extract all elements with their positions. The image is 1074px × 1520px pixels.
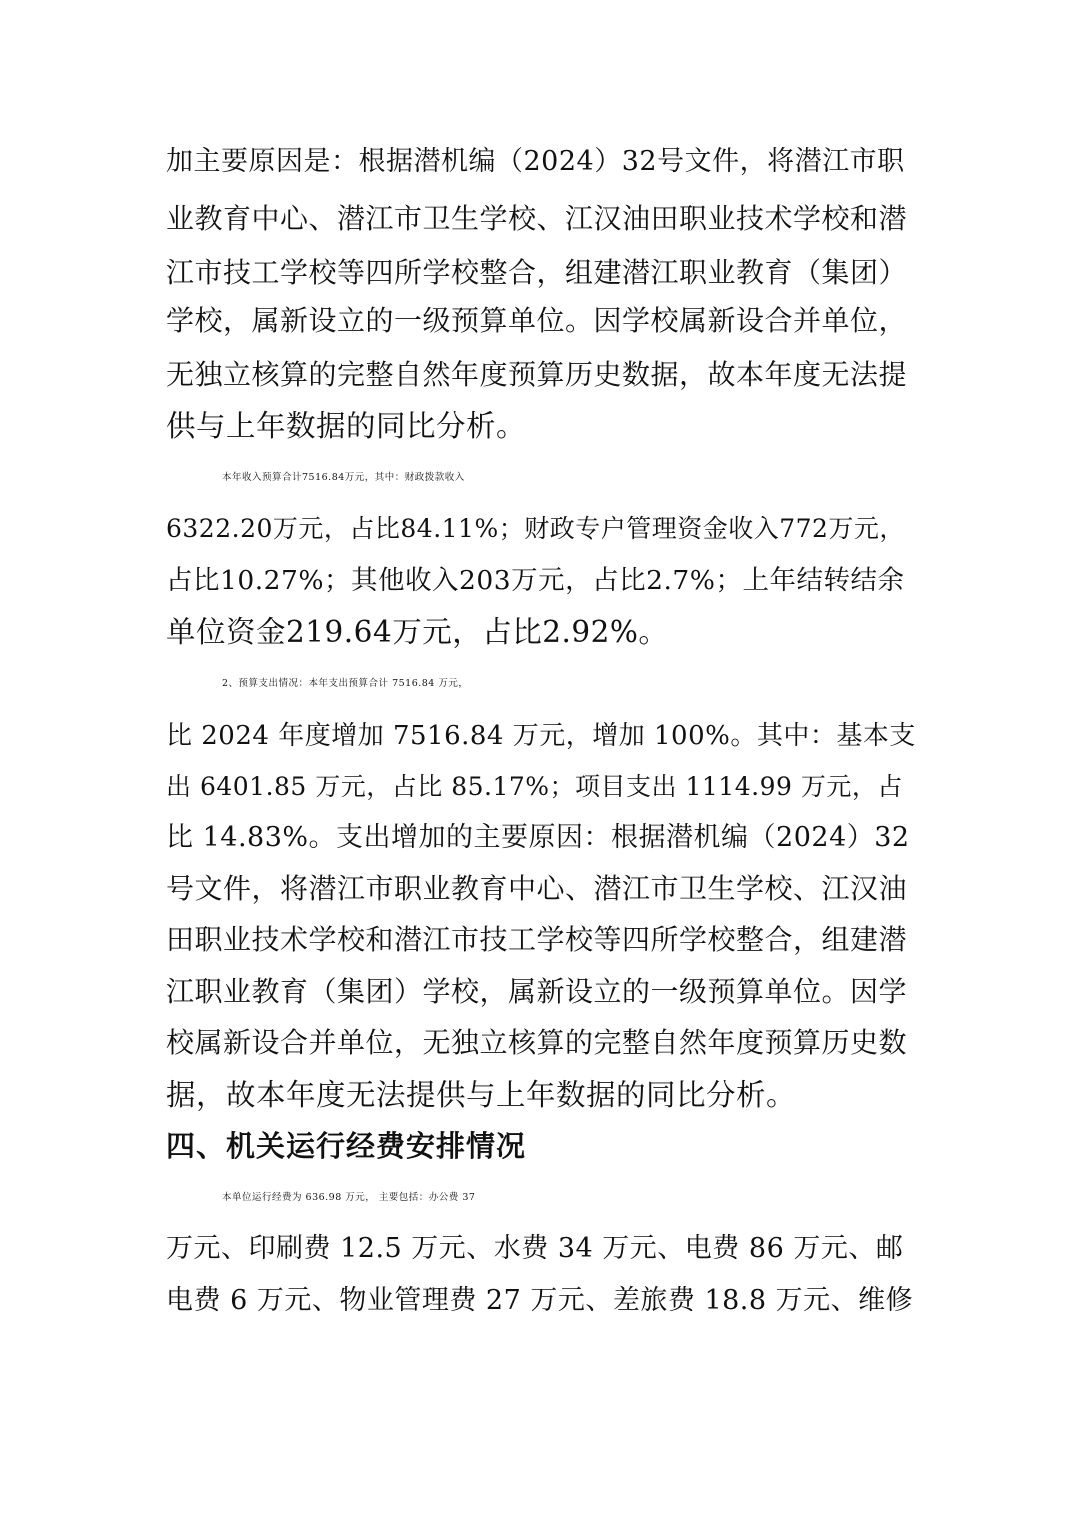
text-line: 校属新设合并单位，无独立核算的完整自然年度预算历史数 xyxy=(166,1026,908,1059)
text-line: 单位资金219.64万元，占比2.92%。 xyxy=(166,615,669,649)
text-line: 比 14.83%。支出增加的主要原因：根据潜机编（2024）32 xyxy=(166,822,910,853)
text-line: 田职业技术学校和潜江市技工学校等四所学校整合，组建潜 xyxy=(166,923,908,956)
text-line: 江职业教育（集团）学校，属新设立的一级预算单位。因学 xyxy=(166,975,908,1008)
text-line: 供与上年数据的同比分析。 xyxy=(166,409,527,443)
text-line: 江市技工学校等四所学校整合，组建潜江职业教育（集团） xyxy=(166,256,908,289)
text-line: 万元、印刷费 12.5 万元、水费 34 万元、电费 86 万元、邮 xyxy=(166,1233,904,1264)
text-line: 业教育中心、潜江市卫生学校、江汉油田职业技术学校和潜 xyxy=(166,202,908,235)
text-line: 学校，属新设立的一级预算单位。因学校属新设合并单位， xyxy=(166,304,908,337)
text-line: 据，故本年度无法提供与上年数据的同比分析。 xyxy=(166,1078,797,1112)
text-line: 本年收入预算合计7516.84万元，其中：财政拨款收入 xyxy=(222,472,465,483)
text-line: 电费 6 万元、物业管理费 27 万元、差旅费 18.8 万元、维修 xyxy=(166,1285,914,1316)
text-line: 占比10.27%；其他收入203万元，占比2.7%；上年结转结余 xyxy=(166,565,905,596)
text-line: 无独立核算的完整自然年度预算历史数据，故本年度无法提 xyxy=(166,358,908,391)
text-line: 6322.20万元，占比84.11%；财政专户管理资金收入772万元， xyxy=(166,514,905,543)
section-heading: 四、机关运行经费安排情况 xyxy=(166,1129,527,1163)
text-line: 出 6401.85 万元，占比 85.17%；项目支出 1114.99 万元，占 xyxy=(166,772,903,801)
text-line: 比 2024 年度增加 7516.84 万元，增加 100%。其中：基本支 xyxy=(166,721,916,751)
text-line: 号文件，将潜江市职业教育中心、潜江市卫生学校、江汉油 xyxy=(166,872,908,905)
text-line: 加主要原因是：根据潜机编（2024）32号文件，将潜江市职 xyxy=(166,146,905,177)
text-line: 2、预算支出情况：本年支出预算合计 7516.84 万元， xyxy=(222,678,469,689)
text-line: 本单位运行经费为 636.98 万元， 主要包括：办公费 37 xyxy=(222,1192,476,1203)
